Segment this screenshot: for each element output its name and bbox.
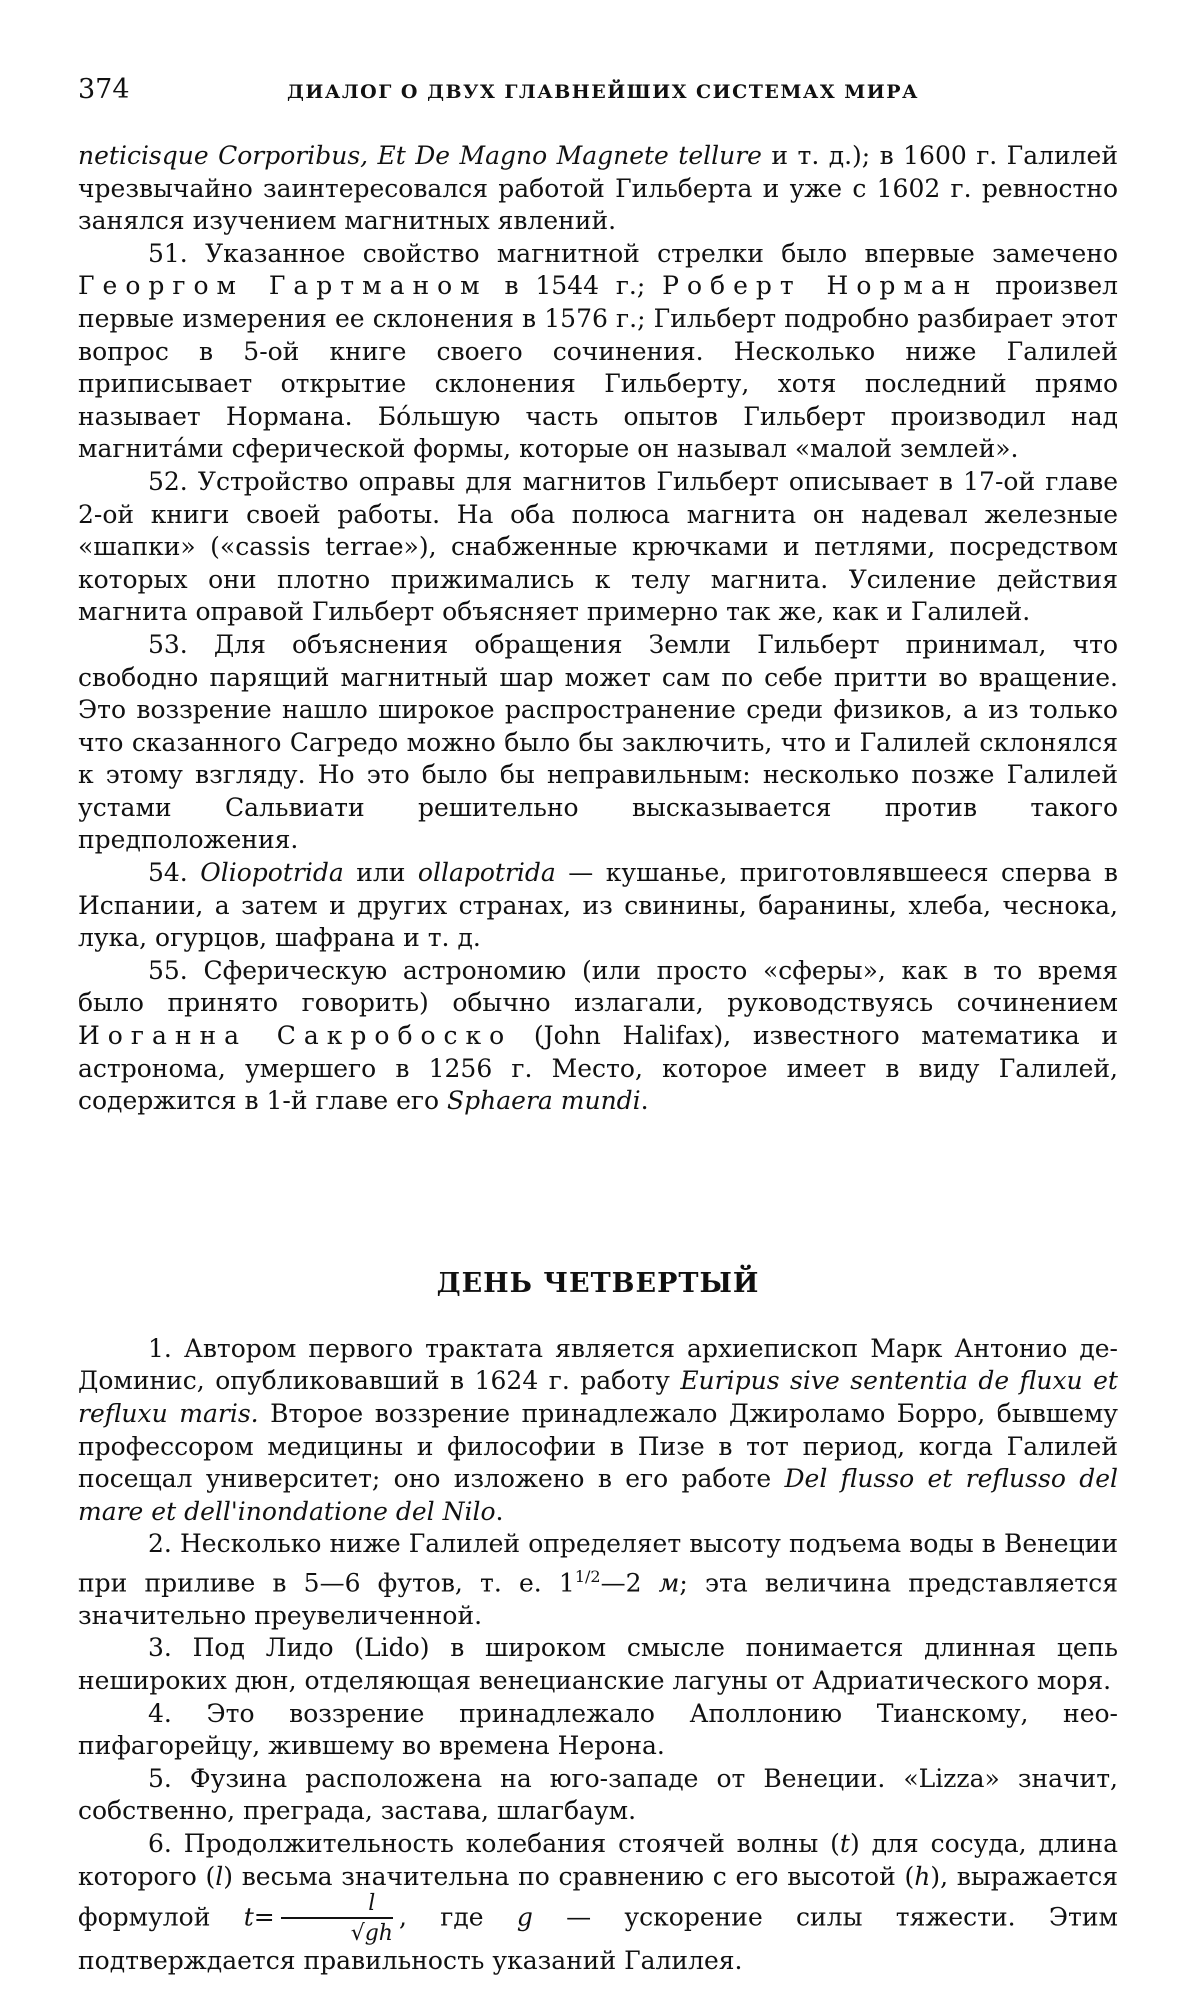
paragraph-text: 55. Сферическую астрономию (или просто «сферы», как в то время было принято говорить) обычно излагали, руководствуясь сочинением — [78, 955, 1118, 1018]
page-header — [78, 74, 1118, 114]
note-55 — [78, 955, 1118, 1118]
paragraph-text: . — [495, 1496, 504, 1526]
paragraph-text: ; эта величина представляется значительно преувеличенной. — [78, 1568, 1118, 1630]
italic-title: neticisque Corporibus, Et De Magno Magnete tellure — [78, 141, 762, 170]
paragraph-text: —2 — [600, 1568, 659, 1598]
paragraph-text: (John Halifax), известного математика и астронома, умершего в 1256 г. Место, которое имеет в виду Галилей, содержится в 1-й главе его — [78, 1021, 1119, 1116]
page — [78, 74, 1118, 1978]
spaced-name: Георгом Гартманом — [78, 271, 488, 301]
day4-note-2 — [78, 1528, 1118, 1632]
paragraph-text: 51. Указанное свойство магнитной стрелки было впервые замечено — [148, 238, 1118, 268]
math-symbol: h — [914, 1861, 931, 1891]
italic-term: ollapotrida — [417, 858, 556, 888]
italic-term: Oliopotrida — [200, 858, 344, 888]
paragraph-text: или — [343, 858, 418, 888]
formula-denominator: √gh — [350, 1921, 393, 1947]
note-54 — [78, 857, 1118, 955]
formula-numerator: l — [281, 1893, 393, 1919]
day4-note-3: 3. Под Лидо (Lido) в широком смысле понимается длинная цепь неширокиx дюн, отделяющая венецианские лагуны от Адриатического моря. — [78, 1633, 1118, 1696]
note-52: 52. Устройство оправы для магнитов Гильберт описывает в 17-ой главе 2-ой книги своей работы. На оба полюса магнита он надевал железные «шапки» («cassis terrae»), снабженные крючками и петлями, посредством которых они плотно прижимались к телу магнита. Усиление действия магнита оправой Гильберт объясняет примерно так же, как и Галилей. — [78, 466, 1118, 627]
paragraph-text: , где — [398, 1902, 517, 1932]
day4-note-4: 4. Это воззрение принадлежало Аполлонию Тианскому, нео-пифагорейцу, жившему во времена Нерона. — [78, 1698, 1118, 1761]
math-symbol: g — [516, 1902, 533, 1932]
paragraph-text: Второе воззрение принадлежало Джироламо Борро, бывшему профессором медицины и философии в Пизе в тот период, когда Галилей посещал университет; оно изложено в его работе — [78, 1399, 1118, 1494]
paragraph-text: 2. Несколько ниже Галилей определяет высоту подъема воды в Венеции при приливе в 5—6 футов, т. е. 1 — [78, 1529, 1118, 1598]
math-symbol: t — [839, 1829, 850, 1859]
math-symbol: l — [215, 1861, 224, 1891]
spaced-name: Роберт Норман — [662, 271, 979, 301]
note-51 — [78, 238, 1118, 466]
paragraph-text: 6. Продолжительность колебания стоячей волны ( — [148, 1829, 840, 1859]
note-50-continuation — [78, 140, 1118, 238]
paragraph-text: — кушанье, приготовлявшееся сперва в Испании, а затем и других странах, из свинины, баранины, хлеба, чеснока, лука, огурцов, шафрана и т. д. — [78, 858, 1118, 953]
day4-note-1 — [78, 1333, 1118, 1529]
paragraph-text: произвел первые измерения ее склонения в 1576 г.; Гильберт подробно разбирает этот вопрос в 5-ой книге своего сочинения. Несколько ниже Галилей приписывает открытие склонения Гильберту, хотя последний прямо называет Нормана. Бо́льшую часть опытов Гильберт производил над магнита́ми сферической формы, которые он называл «малой землей». — [78, 271, 1119, 464]
day4-note-6 — [78, 1828, 1118, 1978]
italic-title: Sphaera mundi — [447, 1086, 641, 1116]
day4-note-5: 5. Фузина расположена на юго-западе от Венеции. «Lizza» значит, собственно, преграда, застава, шлагбаум. — [78, 1763, 1118, 1826]
paragraph-text: в 1544 г.; — [487, 271, 663, 301]
italic-title: Euripus sive sententia de fluxu et refluxu maris. — [78, 1366, 1118, 1428]
running-title: ДИАЛОГ О ДВУХ ГЛАВНЕЙШИХ СИСТЕМАХ МИРА — [287, 81, 919, 103]
paragraph-text: ) для сосуда, длина которого ( — [78, 1829, 1118, 1891]
paragraph-text: ), выражается формулой — [78, 1861, 1118, 1932]
italic-title: Del flusso et reflusso del mare et dell'inondatione del Nilo — [78, 1464, 1118, 1526]
unit-meter: м — [658, 1568, 680, 1598]
formula-fraction — [281, 1893, 393, 1945]
page-number: 374 — [78, 74, 130, 105]
spaced-name: Иоганна Сакробоско — [78, 1021, 513, 1051]
formula-lhs: t= — [243, 1902, 275, 1932]
paragraph-text: ) весьма значительна по сравнению с его высотой ( — [223, 1861, 915, 1891]
paragraph-text: . — [640, 1086, 649, 1116]
fraction-half: 1/2 — [574, 1566, 601, 1586]
paragraph-text: — ускорение силы тяжести. Этим подтверждается правильность указаний Галилея. — [78, 1902, 1118, 1976]
paragraph-text: 54. — [148, 858, 201, 888]
note-53: 53. Для объяснения обращения Земли Гильберт принимал, что свободно парящий магнитный шар может сам по себе притти во вращение. Это воззрение нашло широкое распространение среди физиков, а из только что сказанного Сагредо можно было бы заключить, что и Галилей склонялся к этому взгляду. Но это было бы неправильным: несколько позже Галилей устами Сальвиати решительно высказывается против такого предположения. — [78, 629, 1118, 855]
paragraph-text: 1. Автором первого трактата является архиепископ Марк Антонио де-Доминис, опубликовавший в 1624 г. работу — [78, 1333, 1118, 1396]
section-title: ДЕНЬ ЧЕТВЕРТЫЙ — [436, 1267, 760, 1299]
paragraph-text: и т. д.); в 1600 г. Галилей чрезвычайно заинтересовался работой Гильберта и уже с 1602 г. ревностно занялся изучением магнитных явлений. — [78, 141, 1119, 236]
